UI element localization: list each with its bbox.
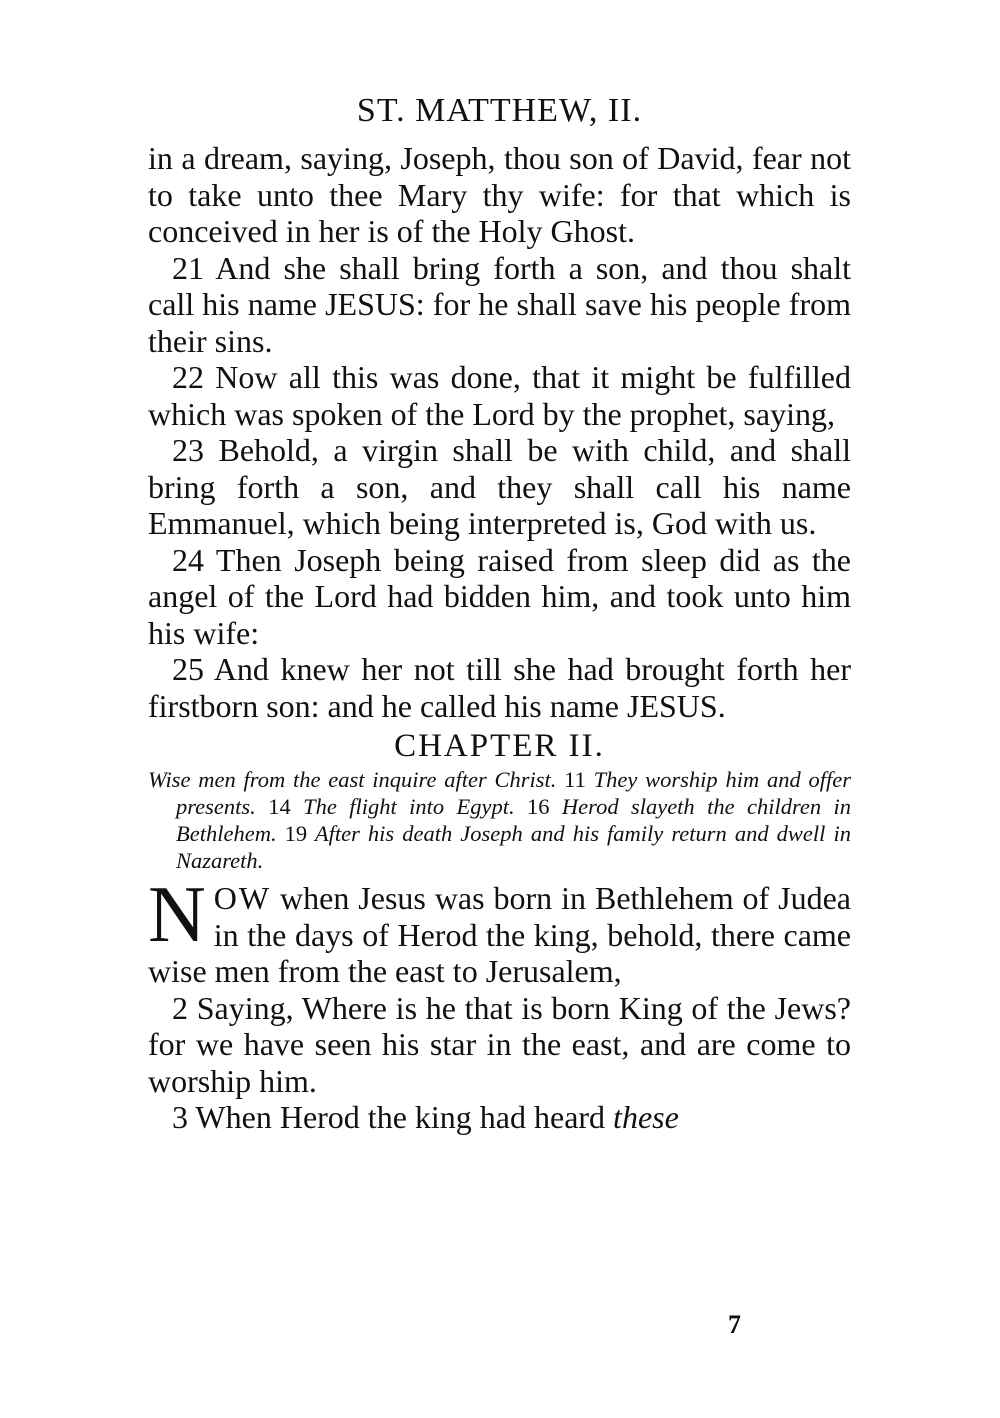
page-number: 7 — [728, 1310, 741, 1339]
summary-part-5: After his death Joseph and his family return and dwell in Nazareth. — [176, 821, 851, 873]
running-head: ST. MATTHEW, II. — [356, 92, 643, 129]
verse-3 — [148, 1099, 851, 1136]
summary-part-3: The flight into Egypt. — [303, 794, 515, 819]
summary-verse-number: 11 — [564, 767, 586, 792]
verse-2: 2 Saying, Where is he that is born King of the Jews? for we have seen his star in the east, and are come to worship him. — [148, 989, 851, 1099]
summary-part-2: They worship him and offer presents. — [176, 767, 851, 819]
verse-3-text: 3 When Herod the king had heard — [172, 1099, 606, 1135]
summary-verse-number: 19 — [284, 821, 308, 846]
drop-cap: N — [148, 880, 206, 959]
verse-1-opening: OW — [213, 880, 272, 916]
verse-1-body: when Jesus was born in Bethlehem of Judea in the days of Herod the king, behold, there came wise men from the east to Jerusalem, — [148, 880, 851, 989]
chapter-summary — [148, 766, 851, 874]
verse-20-continuation: in a dream, saying, Joseph, thou son of David, fear not to take unto thee Mary thy wife: for that which is conceived in her is of the Holy Ghost. — [148, 140, 851, 249]
verse-23: 23 Behold, a virgin shall be with child, and shall bring forth a son, and they shall call his name Emmanuel, which being interpreted is, God with us. — [148, 432, 851, 541]
verse-1-text — [148, 880, 851, 990]
chapter-2-verse-1 — [148, 880, 851, 990]
verse-24: 24 Then Joseph being raised from sleep did as the angel of the Lord had bidden him, and took unto him his wife: — [148, 541, 851, 651]
summary-verse-number: 14 — [268, 794, 291, 819]
verse-21: 21 And she shall bring forth a son, and thou shalt call his name JESUS: for he shall save his people from their sins. — [148, 249, 851, 359]
summary-part-4: Herod slayeth the children in Bethlehem. — [176, 794, 851, 846]
chapter-title: CHAPTER II. — [394, 728, 605, 764]
verse-25: 25 And knew her not till she had brought forth her firstborn son: and he called his name JESUS. — [148, 651, 851, 724]
page-body — [148, 90, 851, 1136]
verse-22: 22 Now all this was done, that it might be fulfilled which was spoken of the Lord by the prophet, saying, — [148, 359, 851, 432]
summary-verse-number: 16 — [527, 794, 550, 819]
summary-part-1: Wise men from the east inquire after Christ. — [148, 767, 557, 792]
verse-3-italic: these — [613, 1099, 679, 1135]
